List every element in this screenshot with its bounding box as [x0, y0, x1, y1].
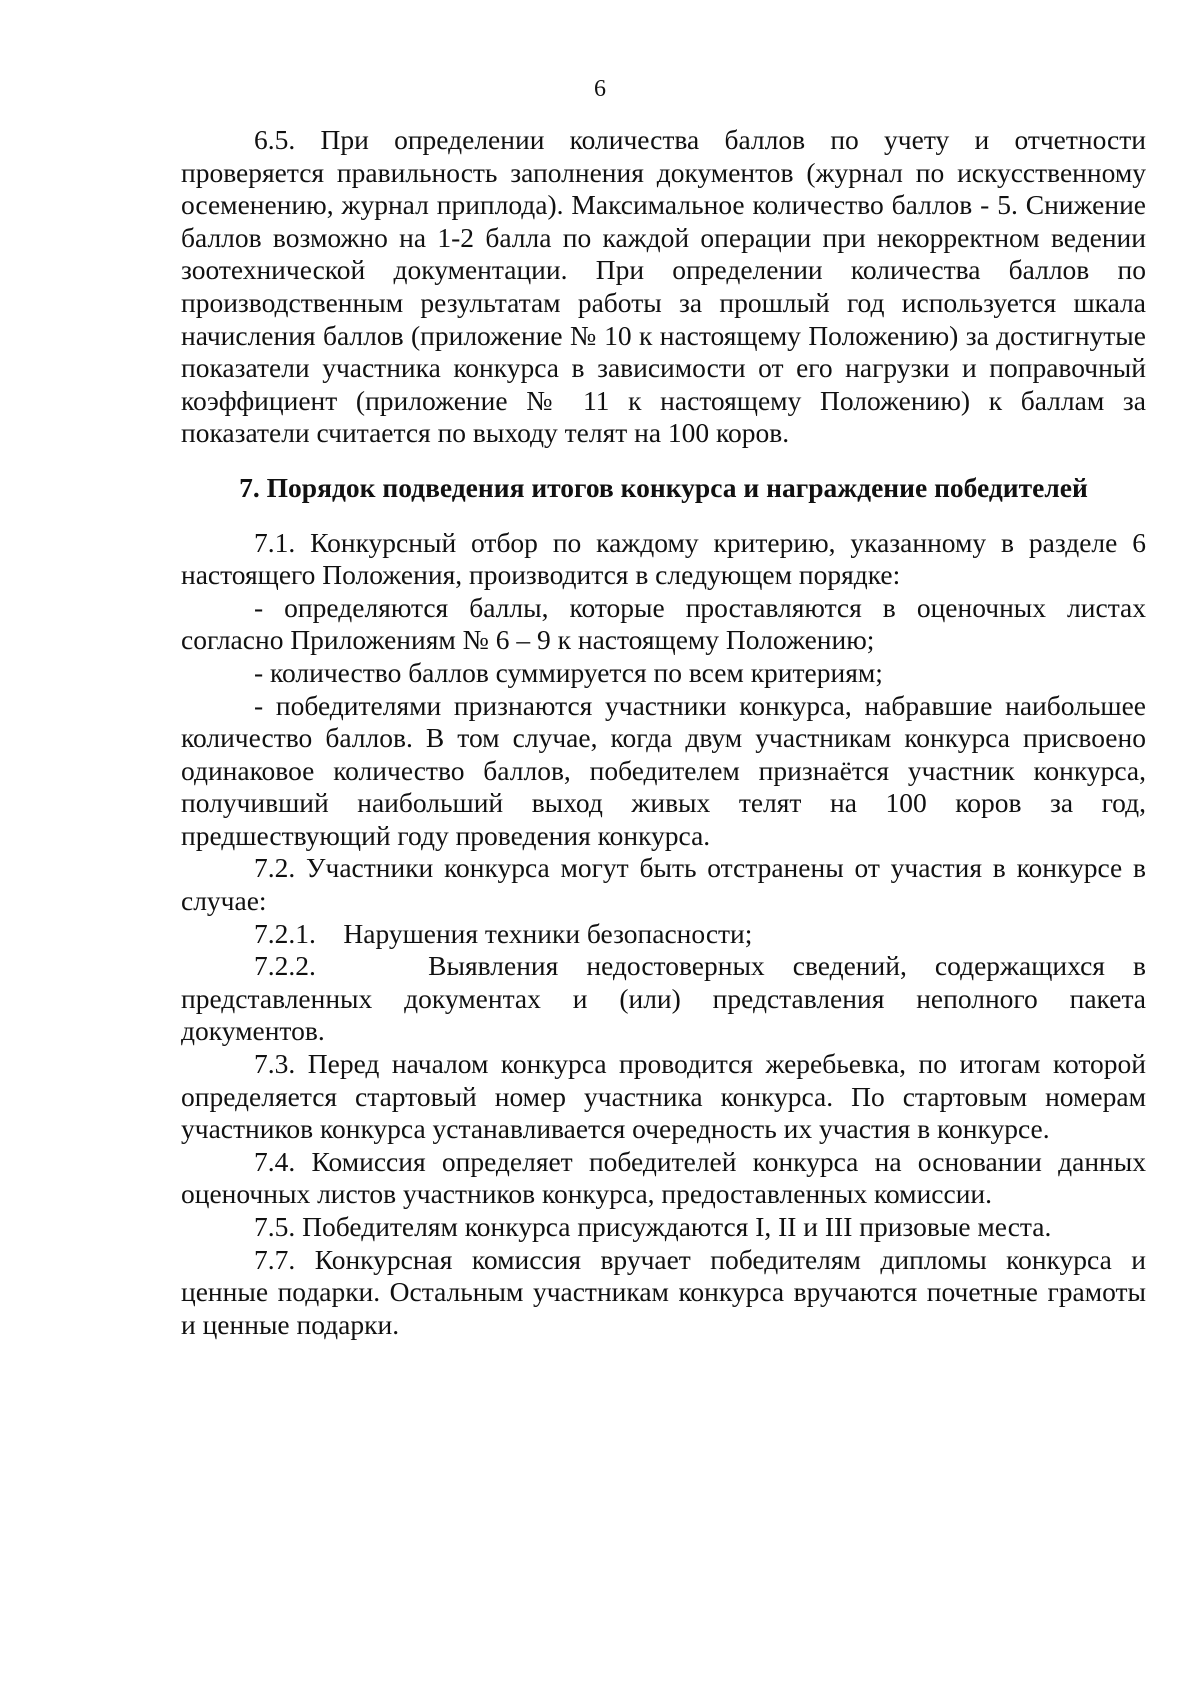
- document-body: [181, 124, 1146, 1341]
- list-item-scores-summed: - количество баллов суммируется по всем критериям;: [254, 656, 883, 688]
- paragraph-7-3: 7.3. Перед началом конкурса проводится жеребьевка, по итогам которой определяется стартовый номер участника конкурса. По стартовым номерам участников конкурса устанавливается очередность их участия в конкурсе.: [181, 1048, 1146, 1145]
- paragraph-7-2-2: 7.2.2. Выявления недостоверных сведений, содержащихся в представленных документах и (или) представления неполного пакета документов.: [181, 950, 1146, 1047]
- paragraph-7-2: 7.2. Участники конкурса могут быть отстранены от участия в конкурсе в случае:: [181, 852, 1146, 917]
- paragraph-7-7: 7.7. Конкурсная комиссия вручает победителям дипломы конкурса и ценные подарки. Остальным участникам конкурса вручаются почетные грамоты и ценные подарки.: [181, 1243, 1146, 1340]
- list-item-winners-recognized: - победителями признаются участники конкурса, набравшие наибольшее количество баллов. В том случае, когда двум участникам конкурса присвоено одинаковое количество баллов, победителем признаётся участник конкурса, получивший наибольший выход живых телят на 100 коров за год, предшествующий году проведения конкурса.: [181, 689, 1146, 851]
- list-item-scores-determined: - определяются баллы, которые проставляются в оценочных листах согласно Приложениям № 6 – 9 к настоящему Положению;: [181, 591, 1146, 656]
- section-7-heading: 7. Порядок подведения итогов конкурса и награждение победителей: [239, 471, 1088, 503]
- paragraph-7-4: 7.4. Комиссия определяет победителей конкурса на основании данных оценочных листов участников конкурса, предоставленных комиссии.: [181, 1145, 1146, 1210]
- paragraph-6-5: 6.5. При определении количества баллов по учету и отчетности проверяется правильность заполнения документов (журнал по искусственному осеменению, журнал приплода). Максимальное количество баллов - 5. Снижение баллов возможно на 1-2 балла по каждой операции при некорректном ведении зоотехнической документации. При определении количества баллов по производственным результатам работы за прошлый год используется шкала начисления баллов (приложение № 10 к настоящему Положению) за достигнутые показатели участника конкурса в зависимости от его нагрузки и поправочный коэффициент (приложение № 11 к настоящему Положению) к баллам за показатели считается по выходу телят на 100 коров.: [181, 124, 1146, 449]
- paragraph-7-2-1: 7.2.1. Нарушения техники безопасности;: [254, 917, 753, 949]
- paragraph-7-5: 7.5. Победителям конкурса присуждаются I, II и III призовые места.: [254, 1211, 1052, 1242]
- page-number: 6: [594, 76, 606, 102]
- paragraph-7-1: 7.1. Конкурсный отбор по каждому критерию, указанному в разделе 6 настоящего Положения, производится в следующем порядке:: [181, 526, 1146, 591]
